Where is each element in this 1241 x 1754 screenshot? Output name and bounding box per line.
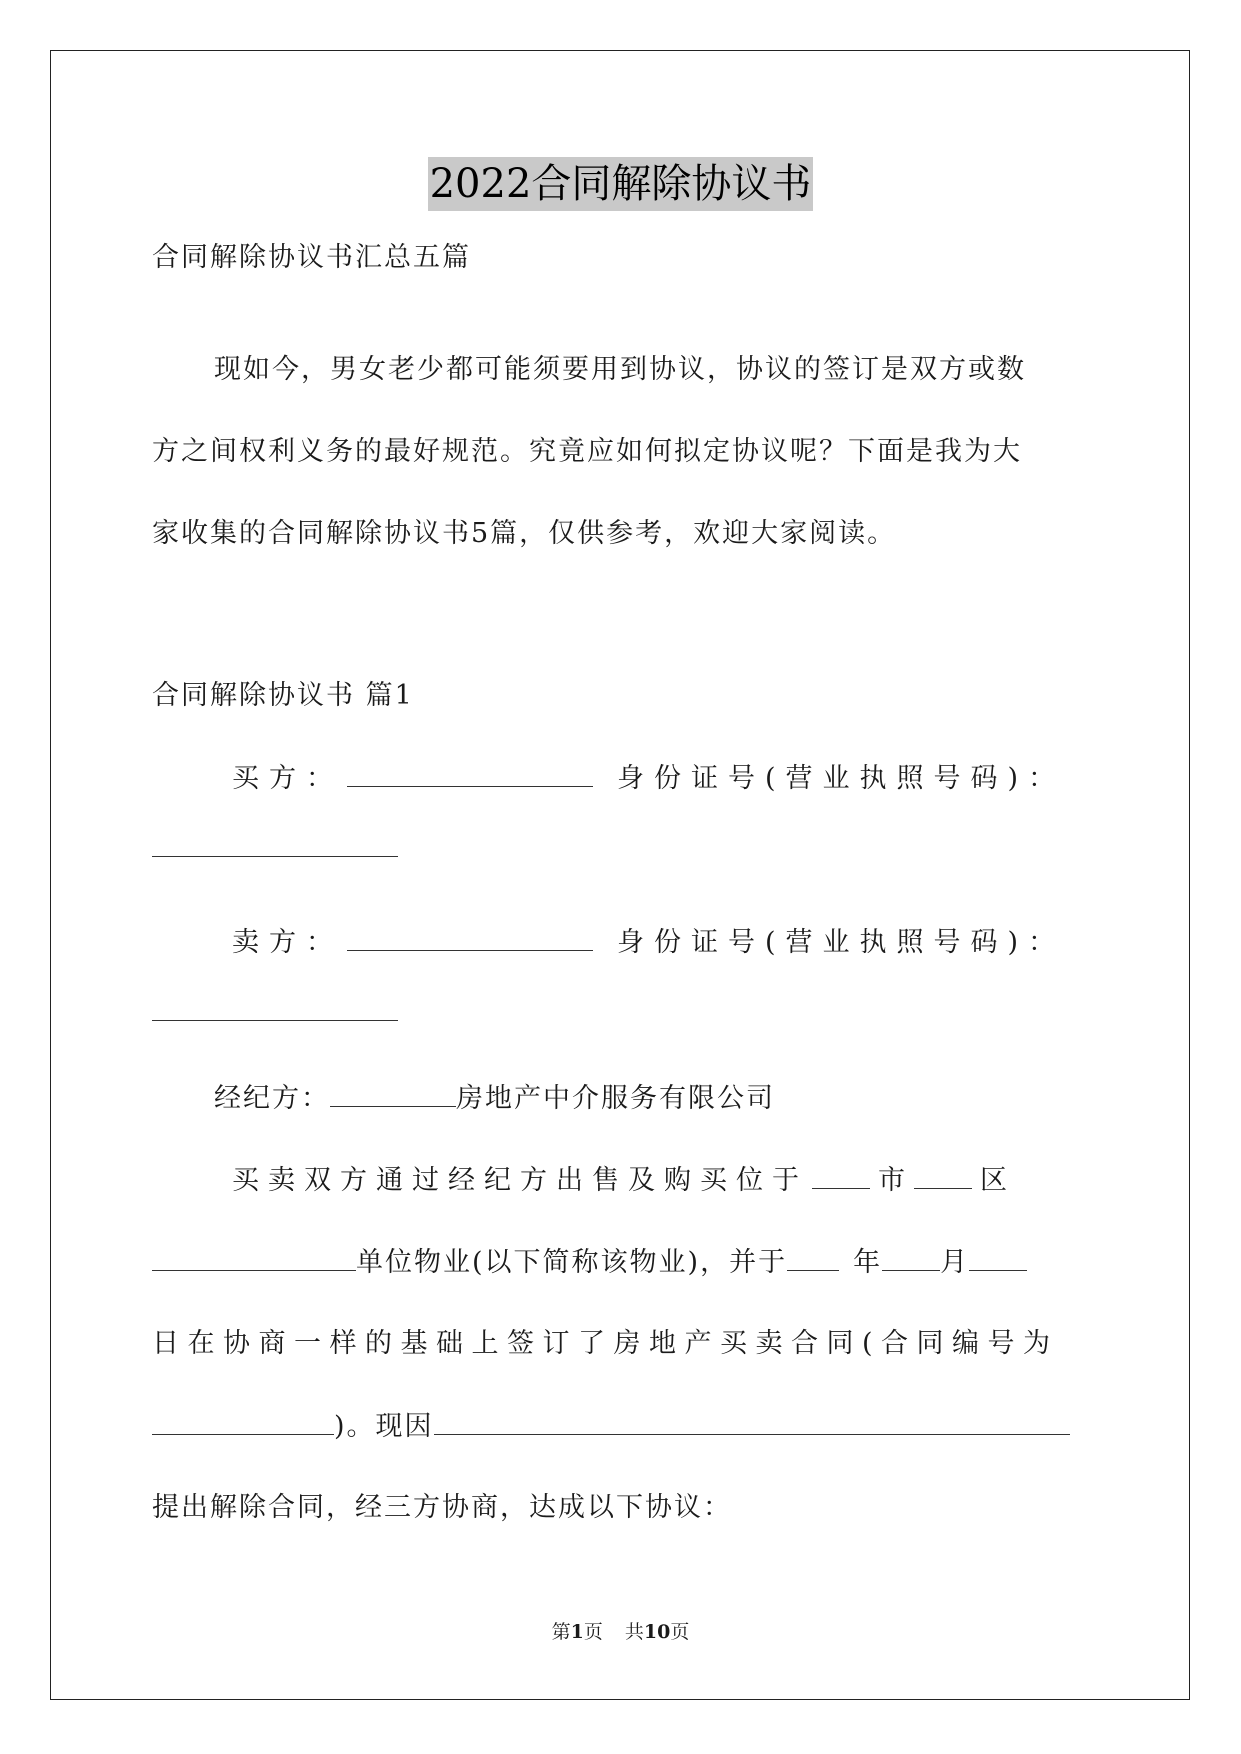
unit-blank <box>152 1244 356 1271</box>
unit-text: 单位物业(以下简称该物业)，并于 <box>356 1247 788 1278</box>
total-pages: 10 <box>643 1621 671 1643</box>
agent-row <box>214 1080 775 1117</box>
buyer-label: 买方： <box>232 763 343 794</box>
seller-id-row <box>152 994 398 1031</box>
district-label: 区 <box>980 1165 1016 1196</box>
buyer-id-label: 身份证号(营业执照号码)： <box>617 763 1066 794</box>
total-suffix: 页 <box>670 1621 690 1643</box>
seller-id-blank <box>152 994 398 1021</box>
title-container <box>0 157 1241 211</box>
year-blank <box>787 1244 839 1271</box>
buyer-name-blank <box>347 760 593 787</box>
paragraph-line-5: 提出解除合同，经三方协商，达成以下协议： <box>152 1492 732 1523</box>
paragraph-line-2 <box>152 1244 1027 1281</box>
subtitle: 合同解除协议书汇总五篇 <box>152 242 471 273</box>
month-label: 月 <box>940 1247 970 1278</box>
seller-name-blank <box>347 924 593 951</box>
seller-row <box>232 924 1065 961</box>
agent-blank <box>330 1080 456 1107</box>
day-blank <box>969 1244 1027 1271</box>
reason-blank <box>434 1408 1070 1435</box>
intro-line-1: 现如今，男女老少都可能须要用到协议，协议的签订是双方或数 <box>214 354 1026 385</box>
section-heading: 合同解除协议书 篇1 <box>152 680 414 711</box>
total-prefix: 共 <box>624 1621 644 1643</box>
buyer-id-blank <box>152 830 398 857</box>
page-prefix: 第 <box>551 1621 571 1643</box>
agent-company: 房地产中介服务有限公司 <box>456 1083 775 1114</box>
page-suffix: 页 <box>583 1621 603 1643</box>
seller-label: 卖方： <box>232 927 343 958</box>
page-footer <box>0 1620 1241 1644</box>
paragraph-line-3: 日在协商一样的基础上签订了房地产买卖合同(合同编号为 <box>152 1328 1059 1359</box>
year-label: 年 <box>853 1247 883 1278</box>
reason-prefix: )。现因 <box>334 1411 434 1442</box>
buyer-row <box>232 760 1065 797</box>
page-number: 1 <box>570 1621 584 1643</box>
city-label: 市 <box>878 1165 914 1196</box>
intro-line-3: 家收集的合同解除协议书5篇，仅供参考，欢迎大家阅读。 <box>152 518 897 549</box>
intro-line-2: 方之间权利义务的最好规范。究竟应如何拟定协议呢？下面是我为大 <box>152 436 1022 467</box>
paragraph-line-1 <box>232 1162 1016 1199</box>
paragraph-line-4 <box>152 1408 1070 1445</box>
seller-id-label: 身份证号(营业执照号码)： <box>617 927 1066 958</box>
month-blank <box>882 1244 940 1271</box>
agent-label: 经纪方： <box>214 1083 330 1114</box>
buyer-id-row <box>152 830 398 867</box>
page-border <box>50 50 1190 1700</box>
district-blank <box>914 1162 972 1189</box>
document-title: 2022合同解除协议书 <box>428 157 814 211</box>
city-blank <box>812 1162 870 1189</box>
paragraph-prefix: 买卖双方通过经纪方出售及购买位于 <box>232 1165 808 1196</box>
contract-number-blank <box>152 1408 334 1435</box>
